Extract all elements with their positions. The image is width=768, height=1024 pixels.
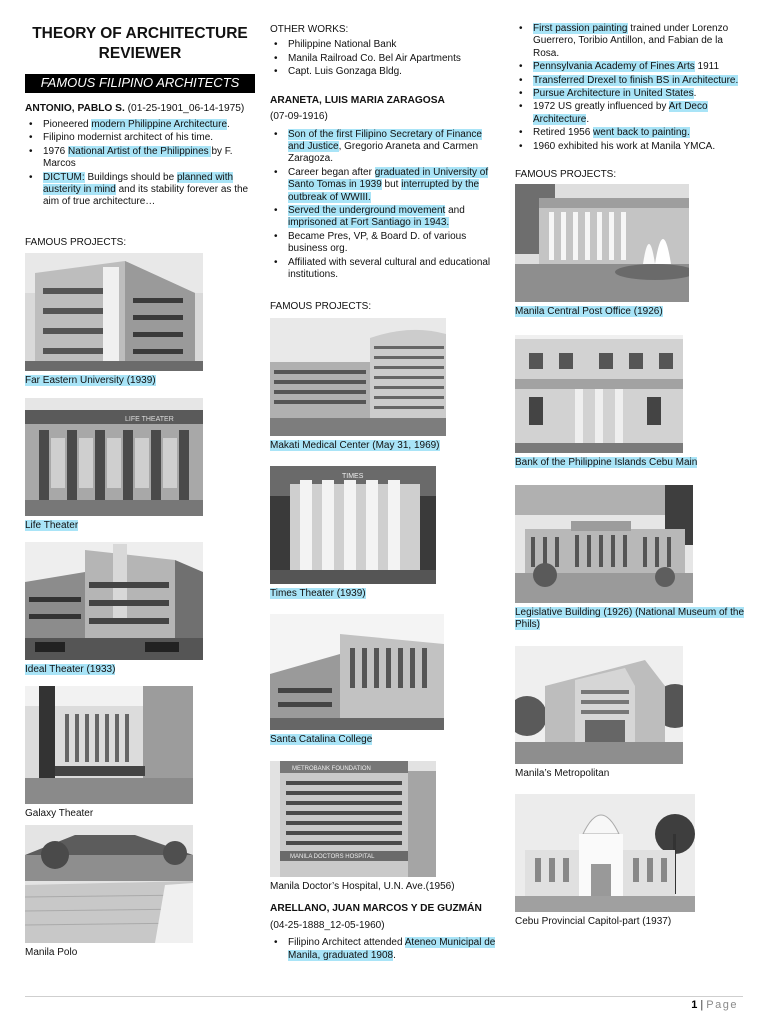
footer-divider [25, 996, 743, 997]
list-item: • Capt. Luis Gonzaga Bldg. [270, 66, 500, 78]
architect-name-antonio [25, 103, 255, 116]
list-item: • 1960 exhibited his work at Manila YMCA. [515, 141, 750, 153]
column-middle [270, 18, 500, 963]
list-item: • First passion painting trained under Lorenzo Guerrero, Toribio Antillon, and Fabian de la Rosa. [515, 23, 750, 60]
page-number [691, 999, 738, 1013]
architect-name: ANTONIO, PABLO S. [25, 103, 125, 115]
caption-manila-metropolitan: Manila’s Metropolitan [515, 767, 610, 779]
sign-metrobank-foundation: METROBANK FOUNDATION [292, 765, 371, 772]
project-galaxy-theater [25, 686, 255, 820]
list-item: • Retired 1956 went back to painting. [515, 127, 750, 139]
caption-life-theater: Life Theater [25, 519, 79, 531]
project-ideal-theater [25, 542, 255, 676]
project-far-eastern-university [25, 253, 255, 387]
architect-dates-arellano: (04-25-1888_12-05-1960) [270, 919, 385, 931]
column-left [25, 18, 255, 969]
list-item: • Pennsylvania Academy of Fines Arts 1911 [515, 61, 750, 73]
list-item: • Filipino modernist architect of his time. [25, 132, 255, 144]
sign-times-theater: TIMES [342, 473, 364, 481]
list-item: • Became Pres, VP, & Board D. of various business org. [270, 231, 500, 256]
photo-legislative-building [515, 485, 693, 603]
list-item: • Filipino Architect attended Ateneo Municipal de Manila, graduated 1908. [270, 937, 500, 962]
caption-times-theater: Times Theater (1939) [270, 588, 366, 600]
famous-projects-label: FAMOUS PROJECTS: [515, 168, 617, 180]
section-banner: FAMOUS FILIPINO ARCHITECTS [25, 74, 255, 93]
caption-cebu-provincial-capitol: Cebu Provincial Capitol-part (1937) [515, 916, 672, 928]
architect-name-arellano: ARELLANO, JUAN MARCOS Y DE GUZMÁN [270, 903, 482, 915]
sign-life-theater: LIFE THEATER [125, 415, 174, 423]
project-times-theater [270, 466, 500, 600]
architect-dates-araneta: (07-09-1916) [270, 111, 328, 123]
photo-manila-metropolitan [515, 646, 683, 764]
project-makati-medical-center [270, 318, 500, 452]
column-right [515, 18, 750, 939]
photo-life-theater [25, 398, 203, 516]
caption-bpi-cebu-main: Bank of the Philippine Islands Cebu Main [515, 456, 698, 468]
list-item: • Pursue Architecture in United States. [515, 88, 750, 100]
caption-manila-polo: Manila Polo [25, 946, 78, 958]
other-works-list [270, 39, 500, 78]
caption-legislative-building: Legislative Building (1926) (National Museum of the Phils) [515, 607, 745, 631]
caption-manila-doctors-hospital: Manila Doctor’s Hospital, U.N. Ave.(1956) [270, 880, 455, 892]
photo-manila-doctors-hospital [270, 761, 436, 877]
caption-santa-catalina-college: Santa Catalina College [270, 734, 373, 746]
caption-far-eastern-university: Far Eastern University (1939) [25, 375, 156, 387]
list-item: • Affiliated with several cultural and educational institutions. [270, 257, 500, 282]
list-item: • Philippine National Bank [270, 39, 500, 51]
list-item: • Career began after graduated in University of Santo Tomas in 1939 but interrupted by the outbreak of WWIII. [270, 167, 500, 204]
project-manila-polo [25, 825, 255, 959]
other-works-label: OTHER WORKS: [270, 24, 349, 35]
list-item: • DICTUM: Buildings should be planned with austerity in mind and its stability forever as the aim of true architecture… [25, 172, 255, 209]
famous-projects-label: FAMOUS PROJECTS: [25, 236, 127, 248]
project-legislative-building [515, 485, 750, 632]
list-item: • Served the underground movement and imprisoned at Fort Santiago in 1943. [270, 205, 500, 230]
page-separator: | [700, 999, 704, 1011]
famous-projects-label: FAMOUS PROJECTS: [270, 301, 372, 313]
project-santa-catalina-college [270, 614, 500, 746]
list-item: • Pioneered modern Philippine Architecture. [25, 119, 255, 131]
photo-bpi-cebu-main [515, 335, 683, 453]
bio-list-antonio [25, 119, 255, 209]
architect-dates: (01-25-1901_06-14-1975) [127, 103, 245, 115]
caption-galaxy-theater: Galaxy Theater [25, 808, 94, 820]
list-item: • Manila Railroad Co. Bel Air Apartments [270, 53, 500, 65]
photo-far-eastern-university [25, 253, 203, 371]
page-word: Page [706, 999, 738, 1011]
photo-galaxy-theater [25, 686, 193, 804]
project-life-theater [25, 398, 255, 532]
photo-makati-medical-center [270, 318, 446, 436]
list-item: • 1976 National Artist of the Philippines by F. Marcos [25, 146, 255, 171]
page-number-value: 1 [691, 999, 698, 1011]
photo-manila-central-post-office [515, 184, 689, 302]
project-cebu-provincial-capitol [515, 794, 750, 928]
photo-manila-polo [25, 825, 193, 943]
architect-name-araneta: ARANETA, LUIS MARIA ZARAGOSA [270, 94, 445, 106]
bio-list-arellano-continued [515, 23, 750, 153]
photo-times-theater [270, 466, 436, 584]
project-bpi-cebu-main [515, 335, 750, 469]
list-item: • Transferred Drexel to finish BS in Architecture. [515, 75, 750, 87]
list-item: • 1972 US greatly influenced by Art Deco Architecture. [515, 101, 750, 126]
caption-ideal-theater: Ideal Theater (1933) [25, 663, 116, 675]
caption-manila-central-post-office: Manila Central Post Office (1926) [515, 306, 663, 318]
sign-manila-doctors-hospital: MANILA DOCTORS HOSPITAL [290, 853, 375, 860]
title-line-1: THEORY OF ARCHITECTURE [32, 25, 248, 42]
photo-cebu-provincial-capitol [515, 794, 695, 912]
photo-ideal-theater [25, 542, 203, 660]
project-manila-central-post-office [515, 184, 750, 318]
bio-list-arellano [270, 937, 500, 962]
bio-list-araneta [270, 129, 500, 282]
project-manila-doctors-hospital [270, 761, 500, 893]
photo-santa-catalina-college [270, 614, 444, 730]
caption-makati-medical-center: Makati Medical Center (May 31, 1969) [270, 439, 440, 451]
list-item: • Son of the first Filipino Secretary of Finance and Justice, Gregorio Araneta and Carmen Zaragoza. [270, 129, 500, 166]
project-manila-metropolitan [515, 646, 750, 780]
title-line-2: REVIEWER [98, 45, 182, 63]
document-title [25, 24, 255, 64]
